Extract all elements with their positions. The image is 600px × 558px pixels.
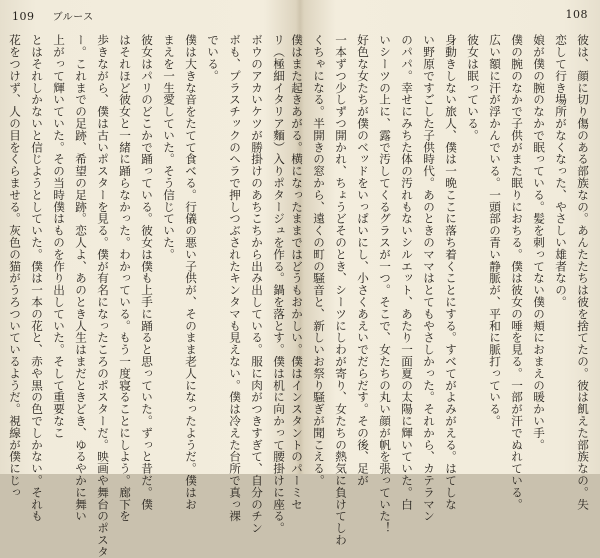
text-line: 彼女はパリのどこかで踊っている。彼女は僕も上手に踊ると思っていた。ずっと昔だ。僕 (140, 34, 154, 510)
text-line: 歩きながら、僕は古いポスターを見る。僕が有名になったころのポスターだ。映画や舞台のポスタ (96, 34, 110, 558)
text-line: ボウのアカいケツが勝掛けのあちこちから出み出している。服に肉がつきすぎて、自分のチン (250, 34, 264, 534)
left-page-text (8, 34, 290, 558)
right-page (290, 0, 600, 546)
text-line: 彼は、顔に切り傷のある部族なの。あんたたちは彼を捨てたの。彼は飢えた部族なの。失 (576, 34, 590, 510)
text-line: 上がって輝いていた。その当時僕はものを作り出していた。そして重要なこ (52, 34, 66, 439)
text-line: 娘が僕の腕のなかで眠っている。髪を刺ってない僕の頬におまえの暖かい手。 (532, 34, 546, 451)
text-line (0, 34, 4, 444)
text-line: とはそれしかないと信じようとしていた。僕は一本の花と、赤や黒の色でしかない。それも (30, 34, 44, 522)
text-line: ボも、プラスチックのヘラで押しつぶされたキンタマも見えない。僕は冷えた台所で真っ裸 (228, 34, 242, 522)
text-line: 花をつけず、人の目をくらませる。灰色の猫がうろついているようだ。視線が僕にじっ (8, 34, 22, 499)
running-head: ブルース (52, 12, 94, 23)
right-page-header (566, 8, 589, 21)
left-page-number: 109 (12, 10, 35, 23)
text-line: リ（極細イタリア麵）入りポタージュを作る。鍋を落とす。僕は机に向かって腰掛けに座る。 (272, 34, 286, 534)
text-line: 恋して行き場所がなくなった、やさしい雄者なの。 (554, 34, 568, 308)
text-line: 僕は大きな音をたてて食べる。行儀の悪い子供が、そのまま老人になったようだ。僕はお (184, 34, 198, 510)
text-line: いシーツの上に、露で汚してくるグラスが一つ。そこで、女たちの丸い顔が帆を張っていた！ (378, 34, 392, 534)
text-line: 広い額に汗が浮かんでいる。一頭部の青い静脈が、平和に脈打っている。 (488, 34, 502, 427)
text-line: はそれほど彼女と一緒に踊らなかった。わかっている。もう一度寝ることにしよう。廊下を (118, 34, 132, 522)
text-line: 僕はまた起きあがる。横になったままではどうもおかしい。僕はインスタントのパーミセ (290, 34, 304, 510)
right-page-number: 108 (565, 8, 588, 21)
text-line: い野原ですごした子供時代。あのときのママはとてもやさしかった。それから、カテラマン (422, 34, 436, 522)
text-line: でいる。 (206, 34, 220, 82)
text-line: 彼女は眠っている。 (466, 34, 480, 142)
text-line: くちゃになる。半開きの窓から、遠くの町の騒音と、新しいお祭り騒ぎが聞こえる。 (312, 34, 326, 487)
text-line: 僕の腕のなかで子供がまた眠りにおちる。僕は彼女の唾を見る。一部が汗でぬれている。 (510, 34, 524, 510)
text-line: まえを一生愛していた。そう信じていた。 (162, 34, 176, 261)
text-line: 一本ずつ少しずつ開かれ、ちょうどそのとき、シーツにしわが寄り、女たちの熱気に負けてしわ (334, 34, 348, 546)
text-line: のパパ。幸せにみちた体の汚れもないシルエット、あたり一面夏の太陽に輝いていた。白 (400, 34, 414, 510)
text-line: ー。これまでの足跡、希望の足跡。恋人よ、あのとき人生はまだときどき、ゆるやかに舞い (74, 34, 88, 522)
text-line: 好色な女たちが僕のベッドをいっぱいにし、小さくあえいでだらだす。その後、足が (356, 34, 370, 487)
left-page-header (12, 8, 94, 23)
right-page-text (290, 34, 594, 546)
text-line: 身動きしない旅人、僕は一晩ここに落ち着くことにする。すべてがよみがえる。はてしな (444, 34, 458, 510)
